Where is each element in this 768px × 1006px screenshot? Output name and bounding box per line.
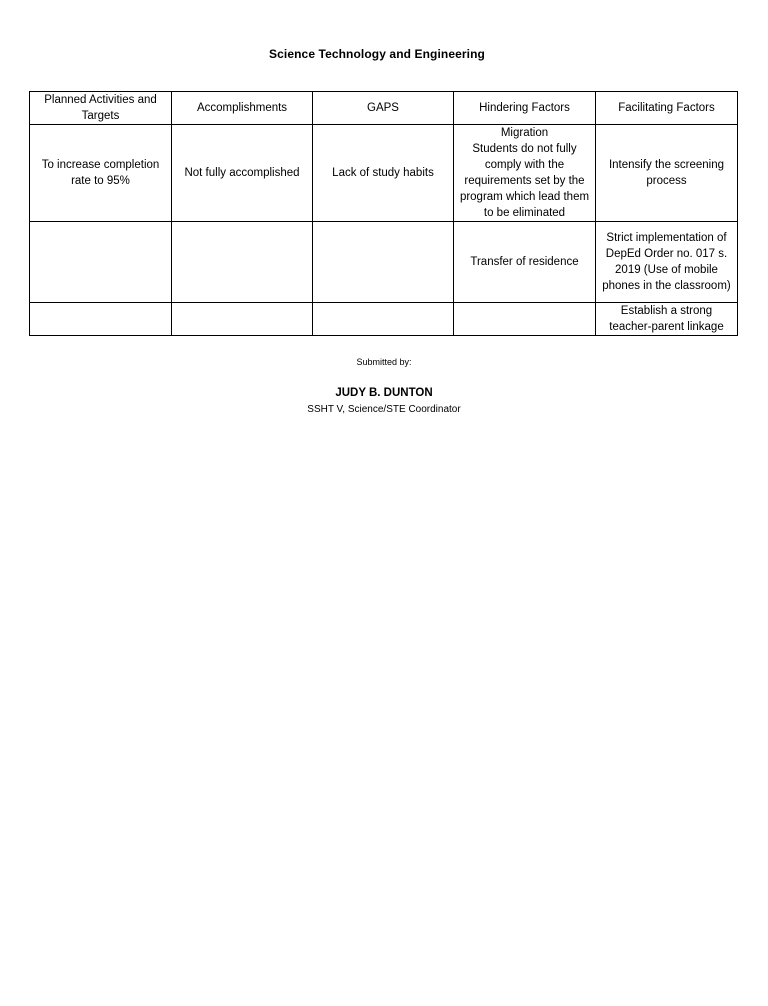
header-gaps: GAPS <box>313 92 454 125</box>
hindering-item: Students do not fully comply with the requirements set by the program which lead them to be eliminated <box>459 143 590 219</box>
submitted-by-label: Submitted by: <box>356 357 412 367</box>
document-title: Science Technology and Engineering <box>269 47 485 61</box>
hindering-item: Migration <box>500 127 549 139</box>
table-row <box>30 222 738 303</box>
cell-accomplishments: Not fully accomplished <box>172 125 313 222</box>
cell-facilitating: Intensify the screening process <box>596 125 738 222</box>
cell-gaps: Lack of study habits <box>313 125 454 222</box>
cell-accomplishments <box>172 303 313 336</box>
cell-gaps <box>313 222 454 303</box>
cell-hindering <box>454 125 596 222</box>
signer-role: SSHT V, Science/STE Coordinator <box>307 404 461 415</box>
cell-hindering <box>454 222 596 303</box>
cell-accomplishments <box>172 222 313 303</box>
cell-gaps <box>313 303 454 336</box>
table-header-row <box>30 92 738 125</box>
cell-planned: To increase completion rate to 95% <box>30 125 172 222</box>
header-planned-activities: Planned Activities and Targets <box>30 92 172 125</box>
cell-hindering <box>454 303 596 336</box>
header-accomplishments: Accomplishments <box>172 92 313 125</box>
signer-name: JUDY B. DUNTON <box>335 387 433 399</box>
table-row <box>30 303 738 336</box>
cell-facilitating: Establish a strong teacher-parent linkage <box>596 303 738 336</box>
cell-planned <box>30 303 172 336</box>
table-row <box>30 125 738 222</box>
cell-planned <box>30 222 172 303</box>
report-table <box>29 91 738 336</box>
hindering-item: Transfer of residence <box>470 256 579 268</box>
header-hindering-factors: Hindering Factors <box>454 92 596 125</box>
cell-facilitating: Strict implementation of DepEd Order no. 017 s. 2019 (Use of mobile phones in the classroom) <box>596 222 738 303</box>
header-facilitating-factors: Facilitating Factors <box>596 92 738 125</box>
